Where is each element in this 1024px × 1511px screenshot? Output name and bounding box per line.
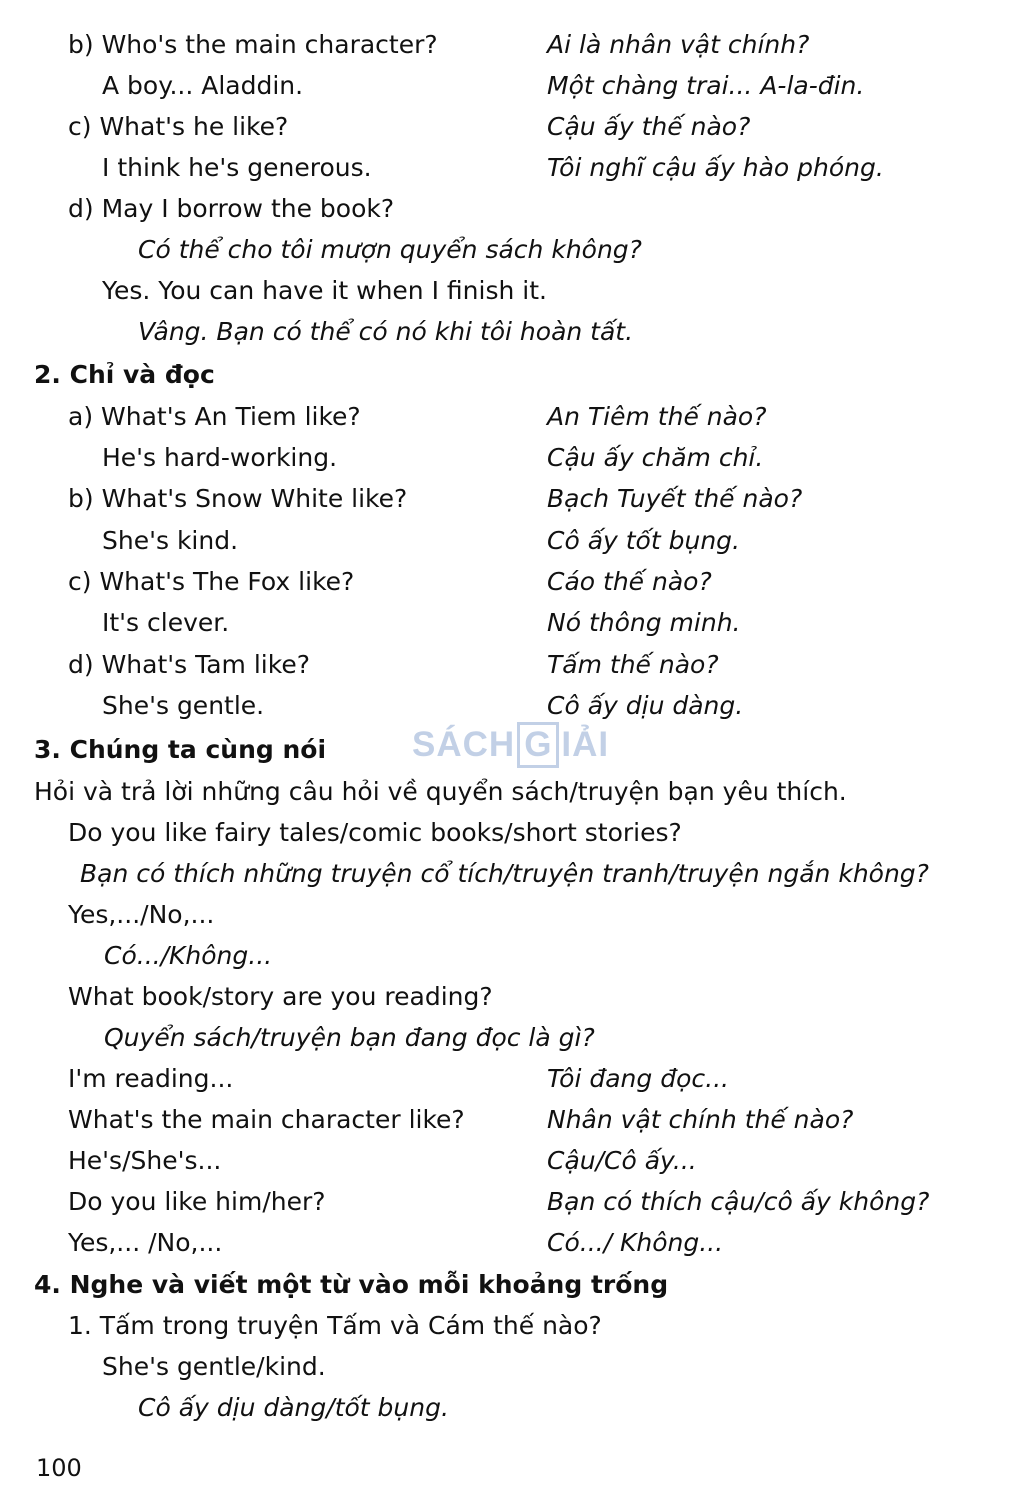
answer-line: Yes. You can have it when I finish it. bbox=[102, 276, 547, 305]
question-line: Do you like fairy tales/comic books/short stories? bbox=[68, 818, 682, 847]
question-line: d) May I borrow the book? bbox=[68, 194, 395, 223]
question-line: 1. Tấm trong truyện Tấm và Cám thế nào? bbox=[68, 1311, 602, 1340]
section-heading: 4. Nghe và viết một từ vào mỗi khoảng trống bbox=[34, 1270, 669, 1299]
translation-line: Bạn có thích những truyện cổ tích/truyện tranh/truyện ngắn không? bbox=[80, 859, 929, 888]
answer-line: I'm reading... bbox=[68, 1064, 234, 1093]
section-heading: 2. Chỉ và đọc bbox=[34, 360, 215, 389]
answer-line: Yes,.../No,... bbox=[68, 900, 215, 929]
translation-line: Nó thông minh. bbox=[547, 608, 741, 637]
translation-line: Tôi đang đọc... bbox=[547, 1064, 729, 1093]
translation-line: Cậu/Cô ấy... bbox=[547, 1146, 697, 1175]
instruction-line: Hỏi và trả lời những câu hỏi về quyển sách/truyện bạn yêu thích. bbox=[34, 777, 847, 806]
translation-line: Nhân vật chính thế nào? bbox=[547, 1105, 854, 1134]
question-line: Do you like him/her? bbox=[68, 1187, 326, 1216]
translation-line: Có thể cho tôi mượn quyển sách không? bbox=[138, 235, 642, 264]
question-line: c) What's he like? bbox=[68, 112, 289, 141]
answer-line: I think he's generous. bbox=[102, 153, 372, 182]
translation-line: Ai là nhân vật chính? bbox=[547, 30, 810, 59]
answer-line: She's kind. bbox=[102, 526, 239, 555]
question-line: b) What's Snow White like? bbox=[68, 484, 408, 513]
question-line: What book/story are you reading? bbox=[68, 982, 493, 1011]
page-number: 100 bbox=[36, 1454, 82, 1482]
answer-line: She's gentle/kind. bbox=[102, 1352, 326, 1381]
translation-line: Bạn có thích cậu/cô ấy không? bbox=[547, 1187, 930, 1216]
translation-line: Cô ấy tốt bụng. bbox=[547, 526, 740, 555]
translation-line: Cáo thế nào? bbox=[547, 567, 712, 596]
section-heading: 3. Chúng ta cùng nói bbox=[34, 735, 327, 764]
translation-line: Cô ấy dịu dàng/tốt bụng. bbox=[138, 1393, 449, 1422]
answer-line: She's gentle. bbox=[102, 691, 265, 720]
translation-line: Tôi nghĩ cậu ấy hào phóng. bbox=[547, 153, 884, 182]
answer-line: A boy... Aladdin. bbox=[102, 71, 304, 100]
translation-line: Một chàng trai... A-la-đin. bbox=[547, 71, 865, 100]
translation-line: Bạch Tuyết thế nào? bbox=[547, 484, 803, 513]
translation-line: An Tiêm thế nào? bbox=[547, 402, 767, 431]
translation-line: Tấm thế nào? bbox=[547, 650, 719, 679]
answer-line: He's hard-working. bbox=[102, 443, 338, 472]
question-line: b) Who's the main character? bbox=[68, 30, 438, 59]
translation-line: Cậu ấy thế nào? bbox=[547, 112, 751, 141]
answer-line: It's clever. bbox=[102, 608, 230, 637]
answer-line: He's/She's... bbox=[68, 1146, 222, 1175]
watermark-logo: SÁCH G IẢI bbox=[412, 722, 622, 772]
question-line: c) What's The Fox like? bbox=[68, 567, 355, 596]
translation-line: Vâng. Bạn có thể có nó khi tôi hoàn tất. bbox=[138, 317, 634, 346]
translation-line: Cô ấy dịu dàng. bbox=[547, 691, 744, 720]
translation-line: Cậu ấy chăm chỉ. bbox=[547, 443, 764, 472]
translation-line: Có.../Không... bbox=[104, 941, 273, 970]
answer-line: Yes,... /No,... bbox=[68, 1228, 223, 1257]
question-line: d) What's Tam like? bbox=[68, 650, 310, 679]
question-line: a) What's An Tiem like? bbox=[68, 402, 361, 431]
question-line: What's the main character like? bbox=[68, 1105, 465, 1134]
translation-line: Có.../ Không... bbox=[547, 1228, 724, 1257]
translation-line: Quyển sách/truyện bạn đang đọc là gì? bbox=[104, 1023, 595, 1052]
